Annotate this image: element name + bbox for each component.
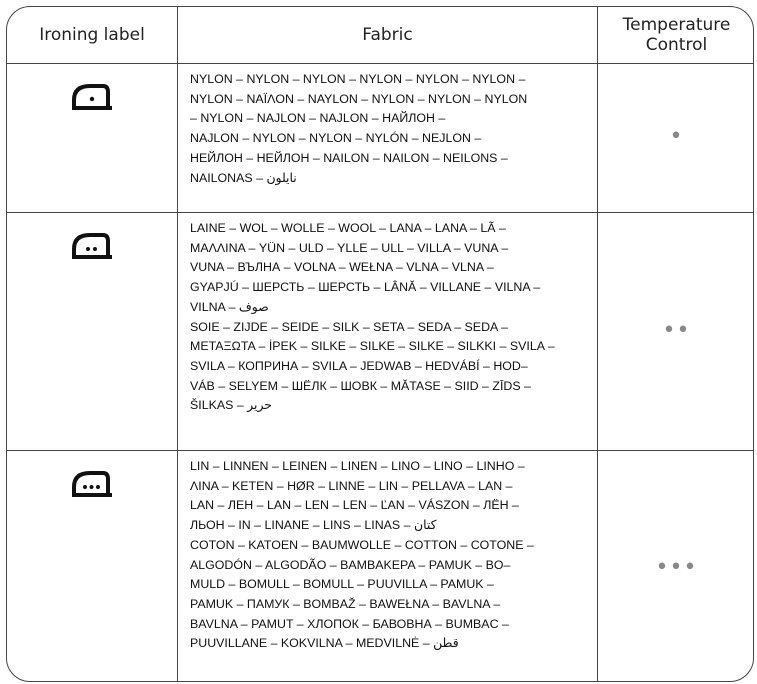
iron-two-dots-icon xyxy=(70,230,114,260)
header-temperature-line1: Temperature xyxy=(622,15,731,35)
table-row xyxy=(7,213,753,451)
ironing-table xyxy=(6,6,754,682)
fabric-line: NYLON – NYLON – NYLON – NYLON – NYLON – NYLON – xyxy=(190,72,526,86)
fabric-line: LIN – LINNEN – LEINEN – LINEN – LINO – LINO – LINHO – xyxy=(190,459,525,473)
table-header-row xyxy=(7,7,753,64)
temperature-dots: • xyxy=(669,124,684,149)
fabric-line: VUNA – ВЪЛНА – VOLNA – WEŁNA – VLNA – VLNA – xyxy=(190,260,494,275)
fabric-line: NAJLON – NYLON – NYLON – NYLÓN – NEJLON – xyxy=(190,131,482,146)
fabric-line: PAMUK – ПАМУК – BOMBAŽ – BAWEŁNA – BAVLNA – xyxy=(190,596,501,611)
header-ironing-label: Ironing label xyxy=(7,7,178,63)
fabric-line: ALGODÓN – ALGODÃO – BAMBAKEPA – PAMUK – BO– xyxy=(190,557,511,572)
fabric-line: BAVLNA – PAMUT – ХЛОПОК – БАВОВНА – BUMBAC – xyxy=(190,616,509,631)
ironing-label-cell xyxy=(7,64,178,212)
fabric-line: PUUVILLANE – KOKVILNA – MEDVILNĖ – قطن xyxy=(190,636,459,651)
fabric-line: SOIE – ZIJDE – SEIDE – SILK – SETA – SEDA – SEDA – xyxy=(190,319,508,334)
fabric-line: ΜΕΤΑΞΩΤΑ – İPEK – SILKE – SILKE – SILKE – SILKKI – SVILA – xyxy=(190,339,555,354)
temperature-cell xyxy=(598,213,754,450)
fabric-line: GYAPJÚ – ШЕРСТЬ – ШЕРСТЬ – LÂNĂ – VILLANE – VILNA – xyxy=(190,280,541,295)
ironing-label-cell xyxy=(7,213,178,450)
fabric-line: ŠILKAS – حرير xyxy=(190,398,272,413)
table-row xyxy=(7,451,753,682)
fabric-line: NAILONAS – نايلون xyxy=(190,170,297,185)
fabric-line: ΛΙΝΑ – KETEN – HØR – LINNE – LIN – PELLAVA – LAN – xyxy=(190,478,513,493)
fabric-line: COTON – KATOEN – BAUMWOLLE – COTTON – COTONE – xyxy=(190,537,534,552)
fabric-cell xyxy=(178,64,598,212)
fabric-line: MULD – BOMULL – BOMULL – PUUVILLA – PAMUK – xyxy=(190,577,494,592)
fabric-cell xyxy=(178,213,598,450)
fabric-line: LAINE – WOL – WOLLE – WOOL – LANA – LANA – LÃ – xyxy=(190,221,506,235)
fabric-line: VÁB – SELYEM – ШЁЛК – ШОВК – MĂTASE – SIID – ZĪDS – xyxy=(190,378,531,393)
fabric-line: НЕЙЛОН – НЕЙЛОН – NAILON – NAILON – NEILONS – xyxy=(190,150,508,165)
iron-three-dots-icon xyxy=(70,468,114,498)
table-row xyxy=(7,64,753,213)
iron-one-dot-icon xyxy=(70,81,114,111)
temperature-cell xyxy=(598,64,754,212)
header-temperature-line2: Control xyxy=(645,35,708,55)
header-temperature-control xyxy=(598,7,754,63)
temperature-cell xyxy=(598,451,754,682)
fabric-line: NYLON – NAÏΛON – NAYLON – NYLON – NYLON – NYLON xyxy=(190,91,528,106)
temperature-dots: ••• xyxy=(655,555,698,580)
header-fabric: Fabric xyxy=(178,7,598,63)
fabric-line: SVILA – КОПРИНА – SVILA – JEDWAB – HEDVÁBÍ – HOD– xyxy=(190,358,528,373)
fabric-line: – NYLON – NAJLON – NAJLON – НАЙЛОН – xyxy=(190,111,446,126)
temperature-dots: •• xyxy=(662,318,691,343)
ironing-label-cell xyxy=(7,451,178,682)
fabric-line: LAN – ЛЕН – LAN – LEN – LEN – ĽAN – VÁSZON – ЛЁН – xyxy=(190,498,519,513)
fabric-line: ЛЬОН – IN – LINANE – LINS – LINAS – كتان xyxy=(190,518,437,533)
fabric-line: VILNA – صوف xyxy=(190,299,269,314)
fabric-line: MAΛΛΙΝΑ – YÜN – ULD – YLLE – ULL – VILLA – VUNA – xyxy=(190,240,509,255)
fabric-cell xyxy=(178,451,598,682)
